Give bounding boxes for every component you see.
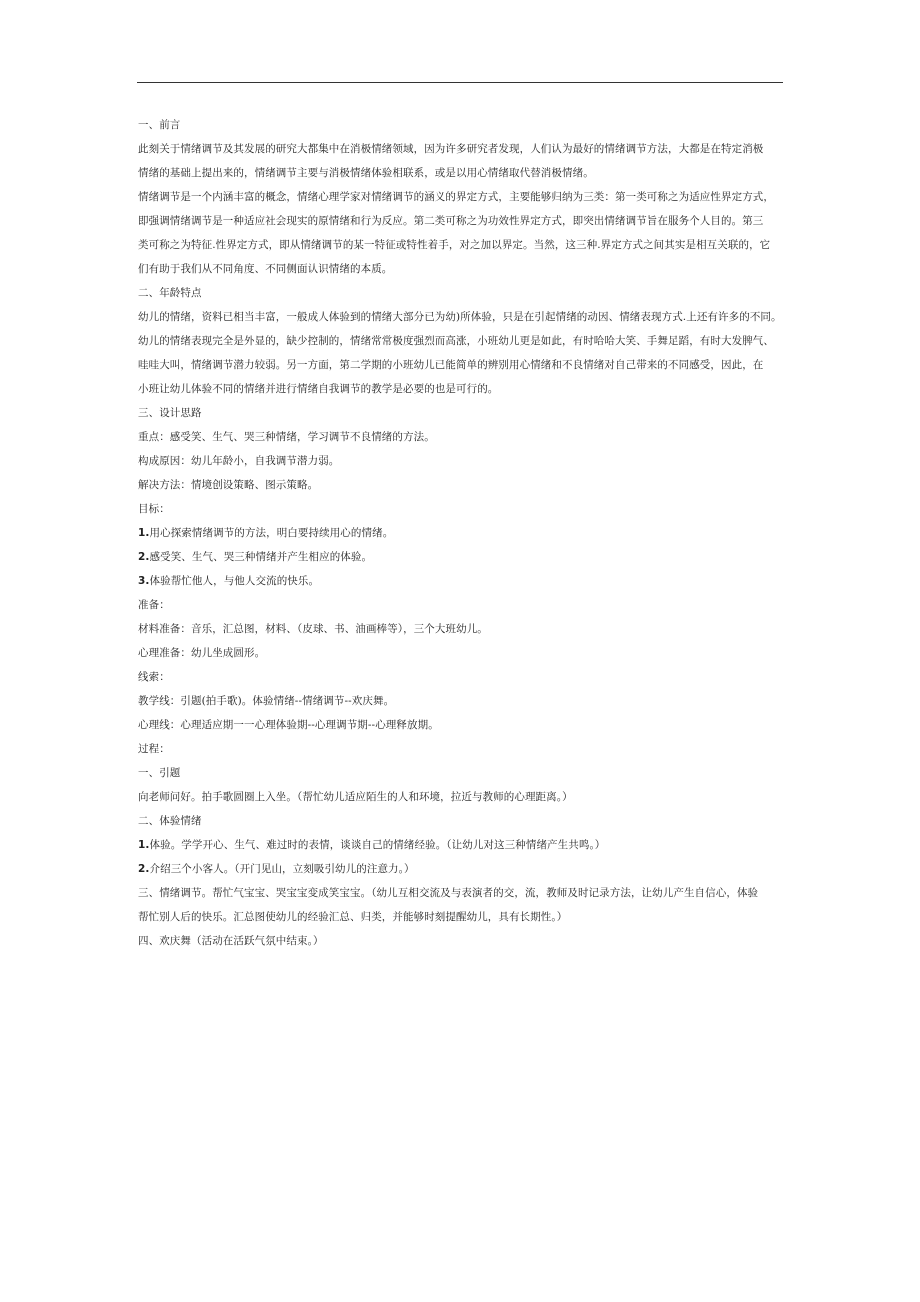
document-line [138, 641, 788, 665]
document-line [138, 473, 788, 497]
line-text: 体验。学学开心、生气、难过时的表情，谈谈自己的情绪经验。（让幼儿对这三种情绪产生共鸣。） [149, 839, 606, 851]
header-rule [137, 82, 783, 83]
document-line [138, 233, 788, 257]
document-line [138, 257, 788, 281]
document-line [138, 713, 788, 737]
document-line [138, 209, 788, 233]
document-line [138, 689, 788, 713]
line-text: 感受笑、生气、哭三种情绪并产生相应的体验。 [149, 551, 373, 563]
document-body [138, 113, 788, 953]
line-text: 过程： [138, 743, 170, 755]
document-line [138, 857, 788, 881]
line-text: 幼儿的情绪表现完全是外显的，缺少控制的，情绪常常极度强烈而高涨，小班幼儿更是如此，有时哈哈大笑、手舞足蹈，有时大发脾气、 [138, 335, 774, 347]
document-line [138, 425, 788, 449]
list-number: 3. [138, 575, 150, 587]
line-text: 即强调情绪调节是一种适应社会现实的原情绪和行为反应。第二类可称之为功效性界定方式，即突出情绪调节旨在服务个人目的。第三 [138, 215, 764, 227]
document-line [138, 161, 788, 185]
line-text: 准备： [138, 599, 170, 611]
line-text: 用心探索情绪调节的方法，明白要持续用心的情绪。 [149, 527, 394, 539]
line-text: 小班让幼儿体验不同的情绪并进行情绪自我调节的教学是必要的也是可行的。 [138, 383, 499, 395]
list-number: 1. [138, 839, 150, 851]
document-line [138, 113, 788, 137]
document-line [138, 929, 788, 953]
line-text: 心理准备：幼儿坐成圆形。 [138, 647, 266, 659]
list-number: 2. [138, 863, 150, 875]
line-text: 解决方法：情境创设策略、图示策略。 [138, 479, 319, 491]
document-line [138, 569, 788, 593]
document-line [138, 281, 788, 305]
line-text: 二、体验情绪 [138, 815, 202, 827]
line-text: 重点：感受笑、生气、哭三种情绪，学习调节不良情绪的方法。 [138, 431, 435, 443]
line-text: 二、年龄特点 [138, 287, 202, 299]
line-text: 线索： [138, 671, 170, 683]
list-number: 2. [138, 551, 150, 563]
line-text: 三、情绪调节。帮忙气宝宝、哭宝宝变成笑宝宝。（幼儿互相交流及与表演者的交，流，教师及时记录方法，让幼儿产生自信心，体验 [138, 887, 759, 899]
line-text: 构成原因：幼儿年龄小，自我调节潜力弱。 [138, 455, 340, 467]
line-text: 三、设计思路 [138, 407, 202, 419]
line-text: 材料准备：音乐，汇总图，材料、（皮球、书、油画棒等），三个大班幼儿。 [138, 623, 488, 635]
document-line [138, 353, 788, 377]
document-line [138, 665, 788, 689]
document-line [138, 785, 788, 809]
line-text: 目标： [138, 503, 170, 515]
document-line [138, 761, 788, 785]
document-line [138, 881, 788, 905]
line-text: 介绍三个小客人。（开门见山，立刻吸引幼儿的注意力。） [149, 863, 415, 875]
document-line [138, 377, 788, 401]
document-line [138, 545, 788, 569]
document-line [138, 401, 788, 425]
document-line [138, 329, 788, 353]
document-line [138, 905, 788, 929]
line-text: 帮忙别人后的快乐。汇总图使幼儿的经验汇总、归类，并能够时刻提醒幼儿，具有长期性。） [138, 911, 568, 923]
document-line [138, 617, 788, 641]
document-line [138, 809, 788, 833]
line-text: 心理线：心理适应期一一心理体验期--心理调节期--心理释放期。 [138, 719, 439, 731]
line-text: 们有助于我们从不同角度、不同侧面认识情绪的本质。 [138, 263, 393, 275]
list-number: 1. [138, 527, 150, 539]
document-line [138, 185, 788, 209]
line-text: 情绪的基础上提出来的，情绪调节主要与消极情绪体验相联系，或是以用心情绪取代替消极情绪。 [138, 167, 594, 179]
line-text: 体验帮忙他人，与他人交流的快乐。 [149, 575, 320, 587]
line-text: 向老师问好。拍手歌圆圈上入坐。（帮忙幼儿适应陌生的人和环境，拉近与教师的心理距离。） [138, 791, 573, 803]
document-line [138, 833, 788, 857]
line-text: 类可称之为特征.性界定方式，即从情绪调节的某一特征或特性着手，对之加以界定。当然，这三种.界定方式之间其实是相互关联的，它 [138, 239, 771, 251]
document-line [138, 305, 788, 329]
document-line [138, 737, 788, 761]
line-text: 教学线：引题(拍手歌)。体验情绪--情绪调节--欢庆舞。 [138, 695, 395, 707]
document-line [138, 521, 788, 545]
line-text: 一、前言 [138, 119, 181, 131]
line-text: 幼儿的情绪，资料已相当丰富，一般成人体验到的情绪大部分已为幼)所体验，只是在引起情绪的动因、情绪表现方式.上还有许多的不同。 [138, 311, 782, 323]
line-text: 此刻关于情绪调节及其发展的研究大都集中在消极情绪领域，因为许多研究者发现，人们认为最好的情绪调节方法，大都是在特定消极 [138, 143, 764, 155]
document-line [138, 449, 788, 473]
line-text: 哇哇大叫，情绪调节潜力较弱。另一方面，第二学期的小班幼儿已能简单的辨别用心情绪和不良情绪对自己带来的不同感受，因此，在 [138, 359, 764, 371]
line-text: 四、欢庆舞（活动在活跃气氛中结束。） [138, 935, 324, 947]
document-line [138, 497, 788, 521]
line-text: 一、引题 [138, 767, 181, 779]
document-line [138, 137, 788, 161]
document-line [138, 593, 788, 617]
line-text: 情绪调节是一个内涵丰富的概念，情绪心理学家对情绪调节的涵义的界定方式，主要能够归纳为三类：第一类可称之为适应性界定方式， [138, 191, 774, 203]
